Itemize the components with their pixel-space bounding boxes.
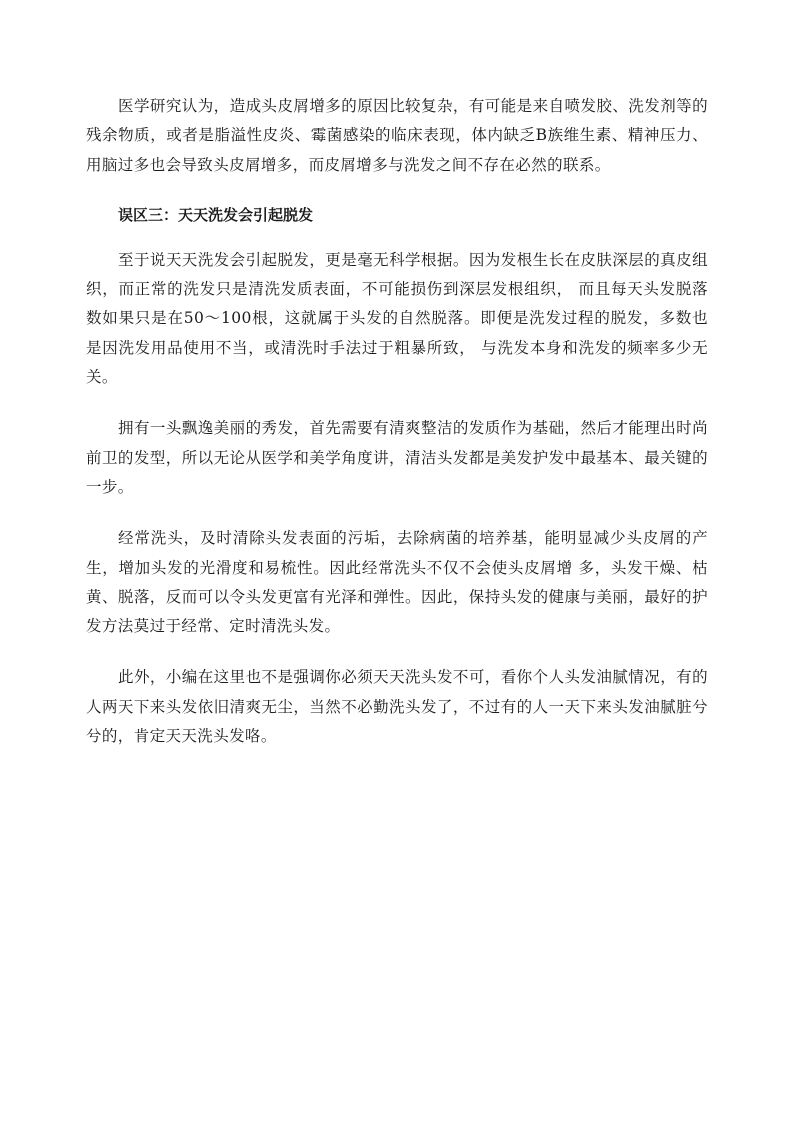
paragraph-editor-note: 此外，小编在这里也不是强调你必须天天洗头发不可，看你个人头发油腻情况，有的人两天下来头发依旧清爽无尘，当然不必勤洗头发了，不过有的人一天下来头发油腻脏兮兮的，肯定天天洗头发咯。 [86, 668, 708, 746]
paragraph-dandruff-causes: 医学研究认为，造成头皮屑增多的原因比较复杂，有可能是来自喷发胶、洗发剂等的残余物质，或者是脂溢性皮炎、霉菌感染的临床表现，体内缺乏B族维生素、精神压力、用脑过多也会导致头皮屑增多，而皮屑增多与洗发之间不存在必然的联系。 [86, 97, 708, 174]
paragraph-hair-loss-science: 至于说天天洗发会引起脱发，更是毫无科学根据。因为发根生长在皮肤深层的真皮组织，而正常的洗发只是清洗发质表面，不可能损伤到深层发根组织， 而且每天头发脱落数如果只是在50～100根，这就属于头发的自然脱落。即便是洗发过程的脱发，多数也是因洗发用品使用不当，或清洗时手法过于粗暴所致， 与洗发本身和洗发的频率多少无关。 [86, 250, 708, 387]
document-body [86, 92, 708, 773]
section-heading-myth-three: 误区三：天天洗发会引起脱发 [118, 205, 314, 224]
paragraph-frequent-washing-benefits: 经常洗头，及时清除头发表面的污垢，去除病菌的培养基，能明显减少头皮屑的产生，增加头发的光滑度和易梳性。因此经常洗头不仅不会使头皮屑增 多，头发干燥、枯黄、脱落，反而可以令头发更富有光泽和弹性。因此，保持头发的健康与美丽，最好的护发方法莫过于经常、定时清洗头发。 [86, 529, 708, 636]
paragraph-clean-hair-foundation: 拥有一头飘逸美丽的秀发，首先需要有清爽整洁的发质作为基础，然后才能理出时尚前卫的发型，所以无论从医学和美学角度讲，清洁头发都是美发护发中最基本、最关键的一步。 [86, 419, 708, 496]
